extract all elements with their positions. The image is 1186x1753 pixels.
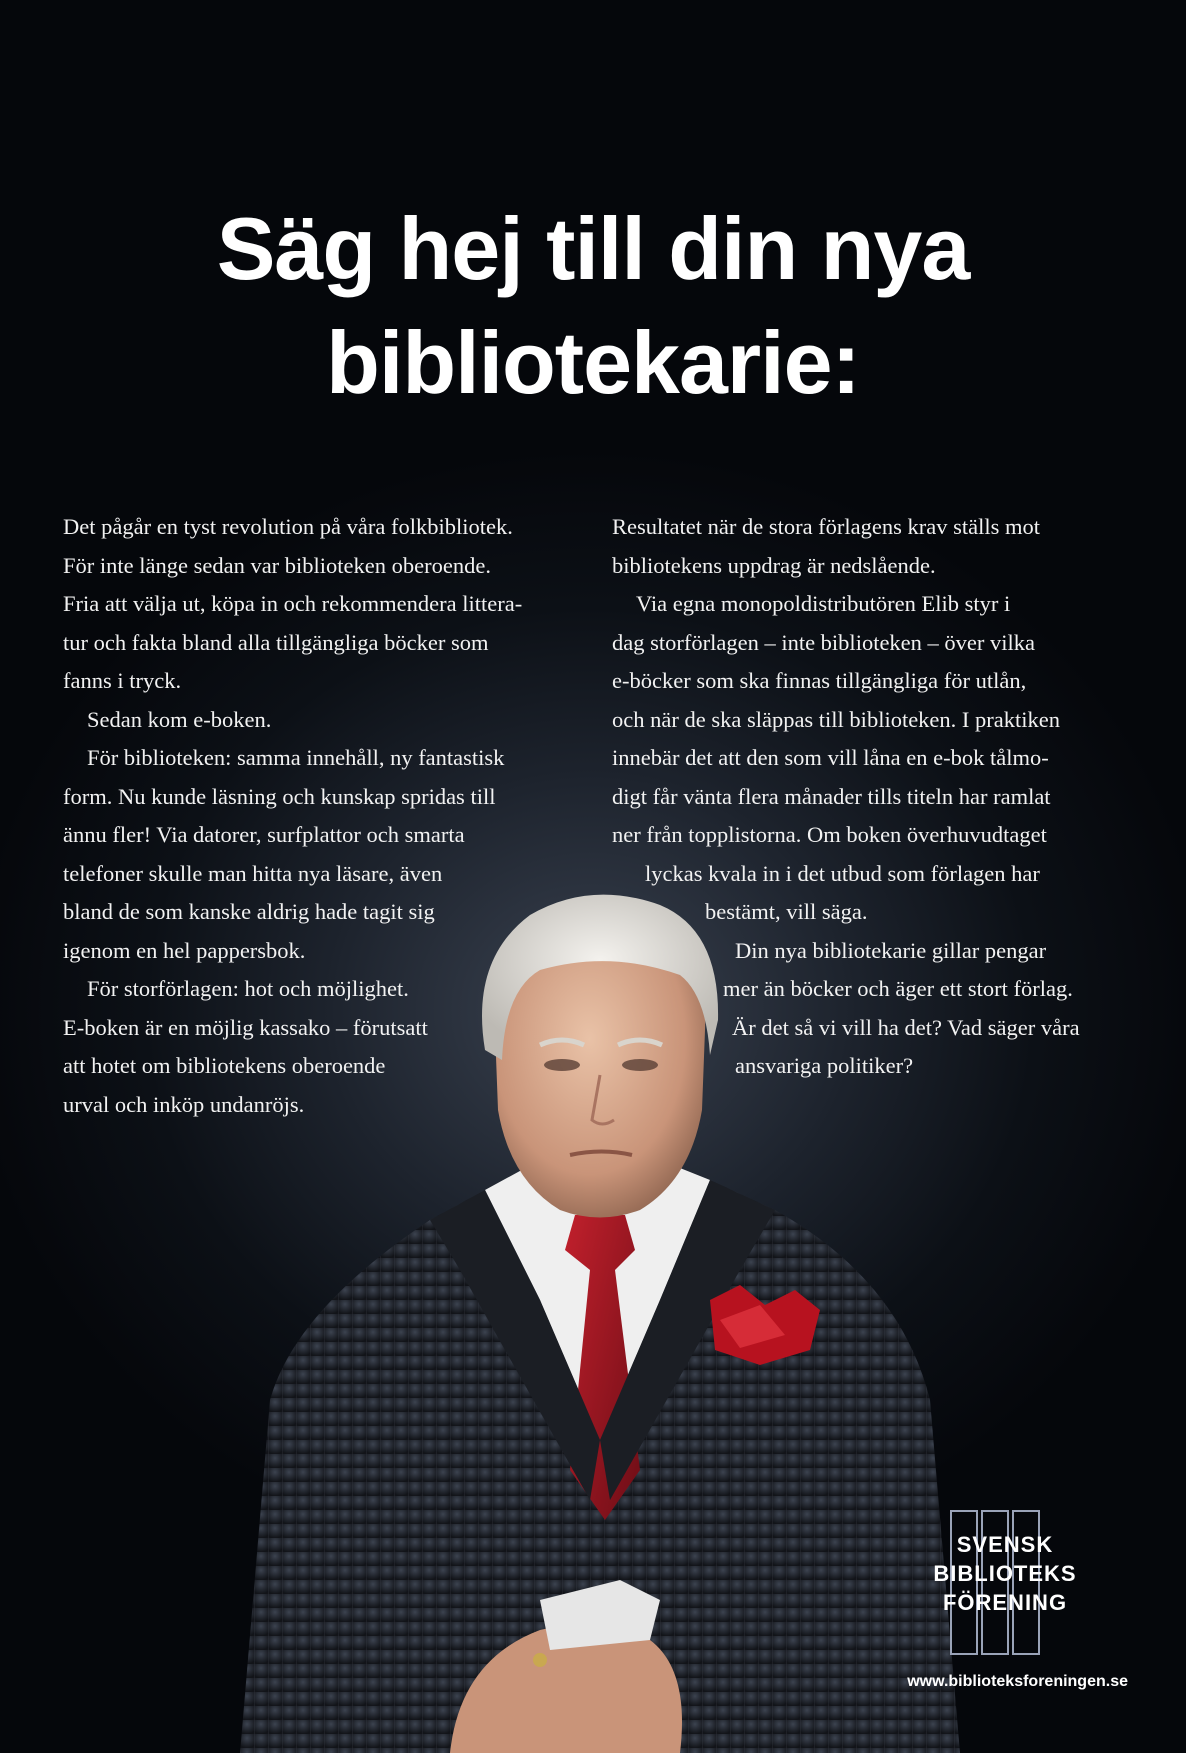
headline (0, 192, 1186, 420)
body-left-line: bland de som kanske aldrig hade tagit sig (63, 899, 435, 924)
body-left-line: telefoner skulle man hitta nya läsare, även (63, 860, 443, 886)
body-right-line: Via egna monopoldistributören Elib styr i (636, 591, 1011, 616)
logo-line-3: FÖRENING (942, 1590, 1068, 1615)
body-left-line: E-boken är en möjlig kassako – förutsatt (63, 1014, 428, 1040)
ring (533, 1653, 547, 1667)
body-left-line: Sedan kom e-boken. (87, 706, 272, 732)
body-right-line: Är det så vi vill ha det? Vad säger våra (732, 1014, 1080, 1040)
body-left-line: Fria att välja ut, köpa in och rekommendera littera- (63, 591, 523, 616)
body-right-line: bestämt, vill säga. (705, 899, 868, 924)
body-right-line: dag storförlagen – inte biblioteken – över vilka (612, 629, 1036, 655)
body-right-line: bibliotekens uppdrag är nedslående. (612, 552, 936, 578)
body-left-line: För storförlagen: hot och möjlighet. (87, 976, 409, 1001)
body-column-right (612, 508, 1132, 1086)
body-right-line: Resultatet när de stora förlagens krav ställs mot (612, 514, 1041, 539)
body-left-line: form. Nu kunde läsning och kunskap spridas till (63, 783, 496, 809)
body-left-line: tur och fakta bland alla tillgängliga böcker som (63, 629, 489, 655)
body-left-line: För inte länge sedan var biblioteken oberoende. (63, 552, 491, 578)
logo-line-1: SVENSK (956, 1532, 1054, 1557)
headline-line-2: bibliotekarie: (326, 313, 860, 412)
body-right-line: digt får vänta flera månader tills titeln har ramlat (612, 783, 1051, 809)
body-right-line: ansvariga politiker? (735, 1053, 914, 1078)
body-left-line: urval och inköp undanröjs. (63, 1091, 305, 1117)
logo-line-2: BIBLIOTEKS (933, 1561, 1077, 1586)
body-right-line: ner från topplistorna. Om boken överhuvudtaget (612, 822, 1047, 847)
body-left-line: fanns i tryck. (63, 668, 182, 693)
body-right-line: lyckas kvala in i det utbud som förlagen har (645, 860, 1040, 886)
logo-text (930, 1530, 1080, 1617)
body-right-line: e-böcker som ska finnas tillgängliga för utlån, (612, 668, 1027, 693)
body-left-line: Det pågår en tyst revolution på våra folkbibliotek. (63, 514, 513, 539)
body-right-line: mer än böcker och äger ett stort förlag. (723, 976, 1073, 1001)
body-column-left (63, 508, 583, 1124)
body-left-line: ännu fler! Via datorer, surfplattor och smarta (63, 822, 465, 847)
body-right-line: och när de ska släppas till biblioteken. I praktiken (612, 706, 1061, 732)
body-left-line: igenom en hel pappersbok. (63, 937, 306, 963)
svensk-biblioteksforening-logo[interactable] (930, 1510, 1080, 1655)
body-right-line: innebär det att den som vill låna en e-bok tålmo- (612, 745, 1049, 770)
body-left-line: För biblioteken: samma innehåll, ny fantastisk (87, 745, 505, 770)
body-right-line: Din nya bibliotekarie gillar pengar (735, 937, 1047, 963)
body-left-line: att hotet om bibliotekens oberoende (63, 1053, 386, 1078)
headline-line-1: Säg hej till din nya (216, 199, 970, 298)
website-link[interactable]: www.biblioteksforeningen.se (907, 1673, 1128, 1690)
